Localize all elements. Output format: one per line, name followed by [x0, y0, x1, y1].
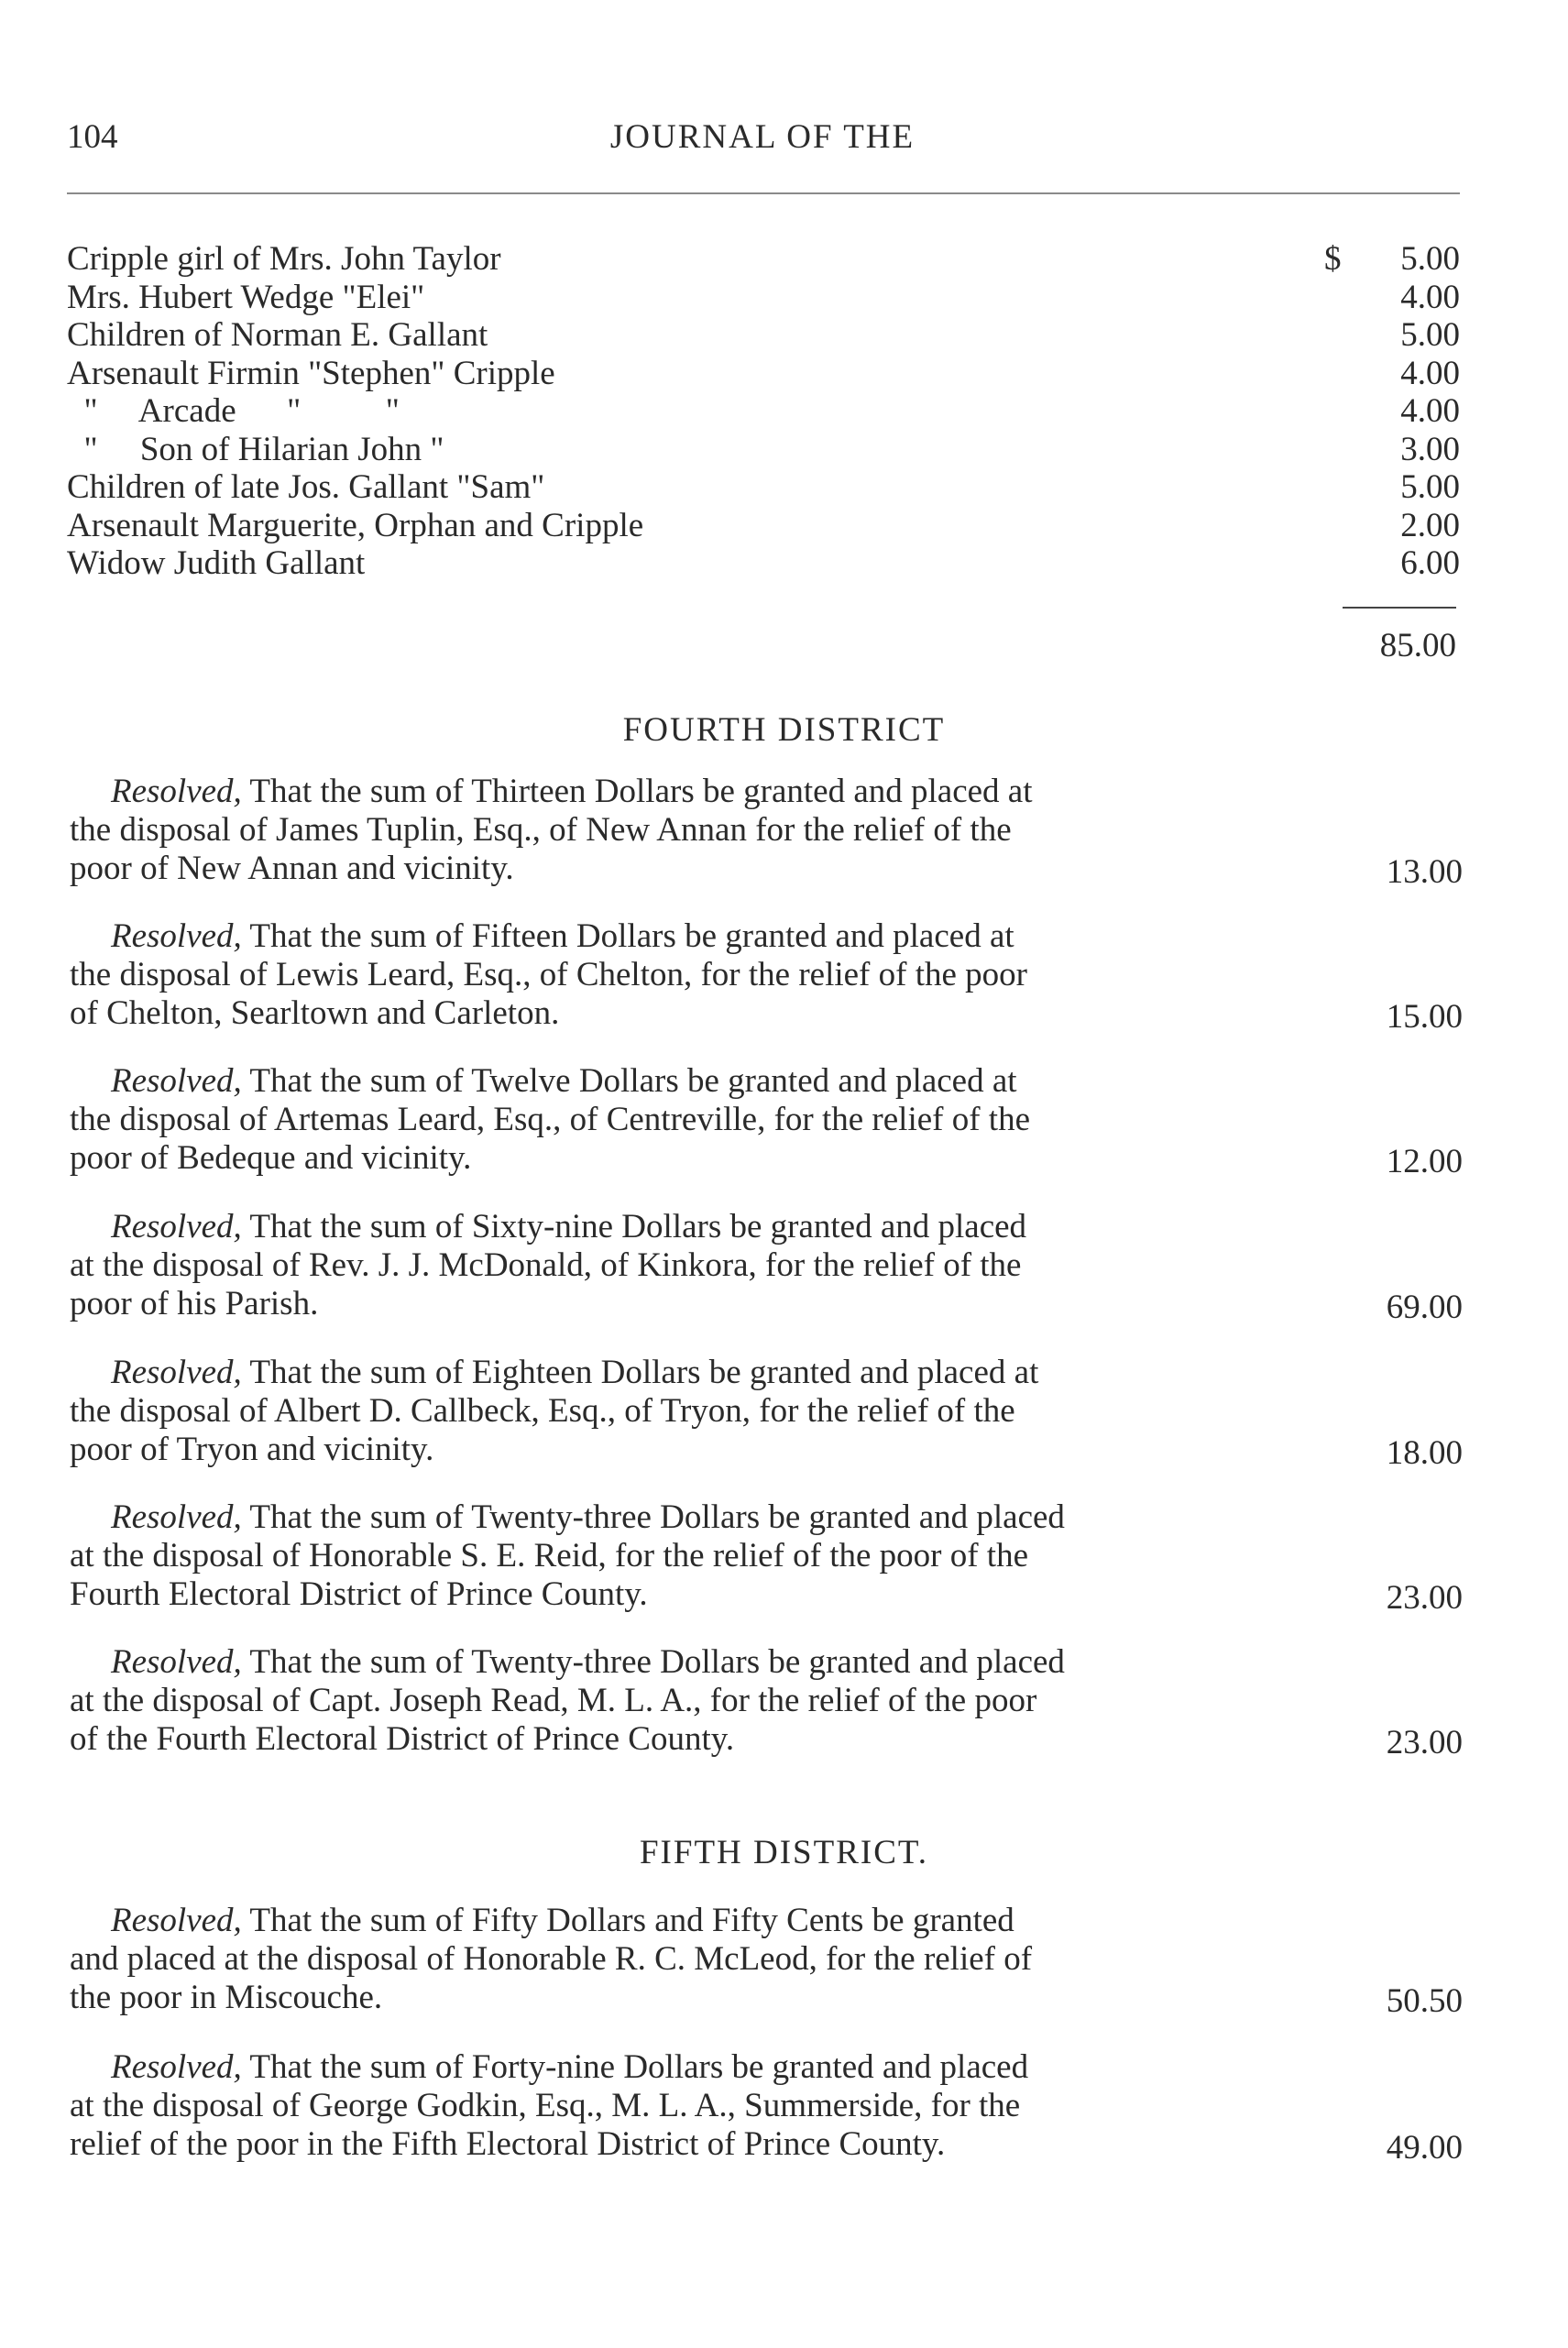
- resolution: [70, 1062, 1463, 1181]
- resolution-lead: Resolved,: [111, 917, 242, 955]
- ledger-row: [67, 316, 1460, 355]
- resolution-amount: 12.00: [1386, 1143, 1463, 1180]
- resolution-text: [70, 1643, 1307, 1759]
- resolution-amount: 23.00: [1386, 1724, 1463, 1761]
- resolution-lead: Resolved,: [111, 1354, 242, 1391]
- ledger-row: [67, 355, 1460, 393]
- page-number: 104: [67, 118, 118, 156]
- running-head: [67, 117, 1458, 163]
- journal-title: JOURNAL OF THE: [609, 118, 916, 156]
- header-divider: [67, 192, 1460, 194]
- resolution-amount: 50.50: [1386, 1982, 1463, 2020]
- resolution-text: [70, 1902, 1307, 2017]
- resolution-amount: 15.00: [1386, 998, 1463, 1036]
- resolution-amount: 13.00: [1386, 853, 1463, 891]
- ledger-recipient: " Arcade " ": [67, 392, 400, 430]
- resolution-body: That the sum of Sixty-nine Dollars be granted and placed at the disposal of Rev. J. J. McDonald, of Kinkora, for the relief of the poor of his Parish.: [70, 1208, 1027, 1322]
- resolution-lead: Resolved,: [111, 773, 242, 810]
- ledger-row: [67, 279, 1460, 317]
- resolution-text: [70, 1354, 1307, 1469]
- ledger-recipient: Children of late Jos. Gallant "Sam": [67, 468, 545, 506]
- resolution-body: That the sum of Forty-nine Dollars be granted and placed at the disposal of George Godkin, Esq., M. L. A., Summerside, for the relief of the poor in the Fifth Electoral District of Prince County.: [70, 2048, 1029, 2163]
- ledger-recipient: Arsenault Firmin "Stephen" Cripple: [67, 354, 555, 392]
- resolution: [70, 917, 1463, 1037]
- ledger-recipient: Arsenault Marguerite, Orphan and Cripple: [67, 506, 644, 544]
- resolution-lead: Resolved,: [111, 2048, 242, 2086]
- ledger-recipient: " Son of Hilarian John ": [67, 430, 444, 468]
- ledger-amount: 4.00: [1400, 392, 1460, 430]
- ledger-amount: 6.00: [1400, 544, 1460, 582]
- ledger-amount: 4.00: [1400, 278, 1460, 316]
- resolution-body: That the sum of Eighteen Dollars be granted and placed at the disposal of Albert D. Callbeck, Esq., of Tryon, for the relief of the poor of Tryon and vicinity.: [70, 1354, 1039, 1468]
- resolution: [70, 773, 1463, 892]
- resolution-body: That the sum of Twenty-three Dollars be granted and placed at the disposal of Honorable S. E. Reid, for the relief of the poor of the Fourth Electoral District of Prince County.: [70, 1498, 1065, 1613]
- relief-ledger: [67, 240, 1460, 583]
- ledger-row: [67, 507, 1460, 545]
- ledger-row: [67, 468, 1460, 507]
- ledger-amount: 5.00: [1400, 240, 1460, 278]
- resolution: [70, 1498, 1463, 1618]
- resolution-amount: 23.00: [1386, 1579, 1463, 1617]
- resolution-body: That the sum of Thirteen Dollars be granted and placed at the disposal of James Tuplin, Esq., of New Annan for the relief of the poor of New Annan and vicinity.: [70, 773, 1033, 887]
- resolution-text: [70, 1208, 1307, 1323]
- resolution-body: That the sum of Fifteen Dollars be granted and placed at the disposal of Lewis Leard, Esq., of Chelton, for the relief of the poor of Chelton, Searltown and Carleton.: [70, 917, 1027, 1032]
- resolution: [70, 2048, 1463, 2167]
- ledger-row: [67, 431, 1460, 469]
- ledger-row: [67, 544, 1460, 583]
- ledger-recipient: Widow Judith Gallant: [67, 544, 366, 582]
- ledger-amount: 4.00: [1400, 354, 1460, 392]
- resolution-body: That the sum of Fifty Dollars and Fifty Cents be granted and placed at the disposal of Honorable R. C. McLeod, for the relief of the poor in Miscouche.: [70, 1902, 1033, 2016]
- resolution-text: [70, 1062, 1307, 1178]
- sum-rule: [1343, 607, 1456, 609]
- ledger-amount: 2.00: [1400, 506, 1460, 544]
- resolution-lead: Resolved,: [111, 1062, 242, 1100]
- resolution: [70, 1643, 1463, 1762]
- resolution-text: [70, 2048, 1307, 2164]
- resolution-amount: 18.00: [1386, 1434, 1463, 1472]
- ledger-amount: 5.00: [1400, 316, 1460, 354]
- ledger-total: 85.00: [1379, 627, 1456, 664]
- resolution-lead: Resolved,: [111, 1643, 242, 1681]
- ledger-amount: 3.00: [1400, 430, 1460, 468]
- ledger-recipient: Cripple girl of Mrs. John Taylor: [67, 240, 501, 278]
- resolution-lead: Resolved,: [111, 1498, 242, 1536]
- resolution-text: [70, 1498, 1307, 1614]
- resolution-body: That the sum of Twelve Dollars be granted and placed at the disposal of Artemas Leard, Esq., of Centreville, for the relief of the poor of Bedeque and vicinity.: [70, 1062, 1030, 1177]
- resolution-amount: 69.00: [1386, 1289, 1463, 1326]
- ledger-recipient: Children of Norman E. Gallant: [67, 316, 488, 354]
- resolution-lead: Resolved,: [111, 1902, 242, 1939]
- resolution: [70, 1902, 1463, 2021]
- section-heading-fifth-district: FIFTH DISTRICT.: [639, 1834, 929, 1871]
- ledger-recipient: Mrs. Hubert Wedge "Elei": [67, 278, 425, 316]
- resolution-text: [70, 917, 1307, 1033]
- resolution-text: [70, 773, 1307, 888]
- resolution: [70, 1354, 1463, 1473]
- ledger-row: [67, 240, 1460, 279]
- resolution-lead: Resolved,: [111, 1208, 242, 1245]
- currency-symbol: $: [1324, 240, 1342, 278]
- section-heading-fourth-district: FOURTH DISTRICT: [622, 711, 946, 749]
- resolution-amount: 49.00: [1386, 2129, 1463, 2167]
- resolution-body: That the sum of Twenty-three Dollars be granted and placed at the disposal of Capt. Joseph Read, M. L. A., for the relief of the poor of the Fourth Electoral District of Prince County.: [70, 1643, 1065, 1758]
- ledger-row: [67, 392, 1460, 431]
- ledger-amount: 5.00: [1400, 468, 1460, 506]
- resolution: [70, 1208, 1463, 1327]
